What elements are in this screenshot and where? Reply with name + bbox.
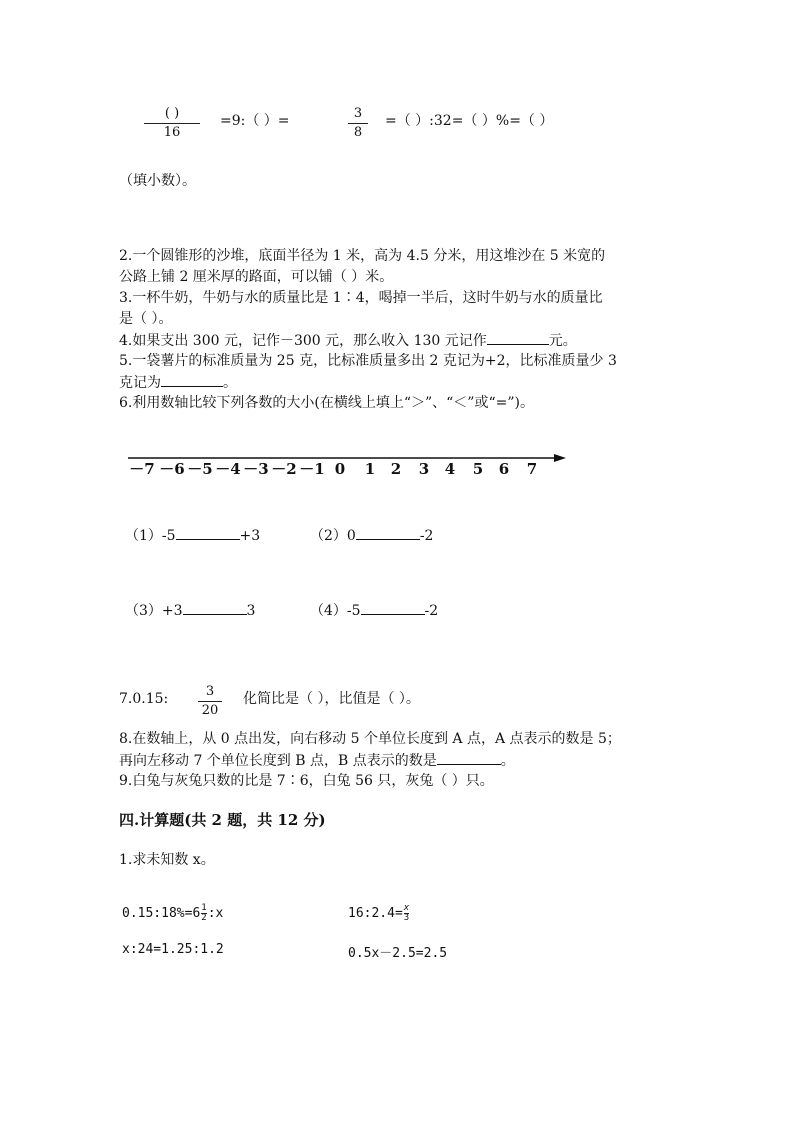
q5-line-1: 5.一袋薯片的标准质量为 25 克，比标准质量多出 2 克记为+2，比标准质量少 3 (119, 353, 617, 369)
number-line-label: 6 (498, 460, 510, 478)
mini-fraction-numerator: 1 (201, 903, 207, 913)
q4-text: 4.如果支出 300 元，记作－300 元，那么收入 130 元记作 (119, 333, 487, 349)
q4-unit: 元。 (548, 333, 577, 349)
equation-1-right: :x (207, 906, 224, 921)
answer-blank[interactable] (176, 525, 240, 540)
q5-text: 克记为 (119, 375, 161, 391)
number-line-label: 7 (526, 460, 538, 478)
q6-part-2-right: -2 (419, 528, 434, 544)
q6-part-4 (310, 600, 438, 621)
mini-fraction (404, 904, 409, 923)
number-line-label: 4 (444, 460, 456, 478)
number-line-label: －1 (299, 460, 325, 478)
number-line-label: －7 (129, 460, 155, 478)
q5-end: 。 (223, 375, 237, 391)
fraction-bar (144, 123, 200, 124)
equation-1 (122, 904, 223, 923)
calc1-title: 1.求未知数 x。 (119, 852, 215, 868)
mini-fraction (201, 904, 206, 923)
q3-line-1: 3.一杯牛奶，牛奶与水的质量比是 1∶4，喝掉一半后，这时牛奶与水的质量比 (119, 290, 603, 306)
q5-line-2 (119, 372, 237, 393)
q1-fill-decimal-note: （填小数）。 (119, 173, 196, 189)
q6-instruction: 6.利用数轴比较下列各数的大小(在横线上填上“＞”、“＜”或“=”)。 (119, 395, 534, 411)
number-line-label: 2 (390, 460, 402, 478)
q7-suffix: 化简比是（ ），比值是（ ）。 (243, 691, 420, 707)
answer-blank[interactable] (356, 525, 420, 540)
q6-part-1-right: +3 (239, 528, 261, 544)
mini-fraction-denominator: 3 (403, 913, 410, 923)
number-line-label: －2 (271, 460, 297, 478)
arrow-head-icon (554, 454, 566, 462)
q6-part-4-label: （4）-5 (310, 603, 361, 619)
fraction-denominator: 8 (353, 125, 363, 140)
q2-line-2: 公路上铺 2 厘米厚的路面，可以铺（ ）米。 (119, 269, 394, 285)
number-line-label: 3 (418, 460, 430, 478)
fraction-denominator: 20 (201, 703, 219, 718)
q8-line-2 (119, 750, 515, 771)
equation-2-left: 16:2.4= (348, 906, 403, 921)
q6-part-2 (310, 525, 433, 546)
q4-line (119, 330, 577, 351)
fraction-3-8 (348, 106, 368, 141)
number-line-label: －6 (159, 460, 185, 478)
fraction-denominator: 16 (163, 125, 181, 140)
q6-part-1 (125, 525, 260, 546)
answer-blank[interactable] (183, 600, 247, 615)
number-line-label: 5 (472, 460, 484, 478)
q2-line-1: 2.一个圆锥形的沙堆，底面半径为 1 米，高为 4.5 分米，用这堆沙在 5 米宽的 (119, 248, 606, 264)
q9-line: 9.白兔与灰兔只数的比是 7∶6，白兔 56 只，灰兔（ ）只。 (119, 773, 494, 789)
fraction-3-20 (198, 684, 222, 719)
answer-blank[interactable] (161, 372, 223, 387)
equation-1-left: 0.15:18%=6 (122, 906, 201, 921)
fraction-bar (348, 123, 368, 124)
q7-prefix: 7.0.15: (119, 691, 169, 707)
mini-fraction-numerator: x (403, 903, 410, 913)
fraction-bar (198, 701, 222, 702)
equation-4: 0.5x－2.5=2.5 (348, 946, 448, 961)
number-line-label: －4 (215, 460, 241, 478)
q8-end: 。 (500, 753, 515, 769)
fraction-numerator: 3 (205, 684, 215, 699)
q6-part-2-label: （2）0 (310, 528, 356, 544)
fraction-numerator: ( ) (164, 106, 180, 121)
q1-segment-2: =（ ）:32=（ ）%=（ ） (385, 113, 554, 129)
q8-text: 再向左移动 7 个单位长度到 B 点，B 点表示的数是 (119, 753, 437, 769)
number-line-label: －5 (187, 460, 213, 478)
q6-part-3-right: 3 (246, 603, 256, 619)
section-heading: 四.计算题(共 2 题，共 12 分) (119, 811, 326, 829)
q3-line-2: 是（ ）。 (119, 311, 173, 327)
answer-blank[interactable] (437, 750, 501, 765)
equation-2 (348, 904, 410, 923)
number-line-label: 1 (364, 460, 376, 478)
q8-line-1: 8.在数轴上，从 0 点出发，向右移动 5 个单位长度到 A 点，A 点表示的数是 5； (119, 731, 621, 747)
q6-part-1-label: （1）-5 (125, 528, 176, 544)
number-line-label: 0 (334, 460, 346, 478)
mini-fraction-denominator: 2 (201, 913, 207, 923)
q6-part-3 (125, 600, 255, 621)
answer-blank[interactable] (487, 330, 549, 345)
equation-3: x:24=1.25:1.2 (122, 942, 224, 957)
number-line-label: －3 (243, 460, 269, 478)
q6-part-4-right: -2 (424, 603, 439, 619)
q1-segment-1: =9:（ ）= (220, 113, 290, 129)
fraction-numerator: 3 (353, 106, 363, 121)
number-line (120, 448, 580, 482)
fraction-blank-over-16 (144, 106, 200, 141)
answer-blank[interactable] (361, 600, 425, 615)
q6-part-3-label: （3）+3 (125, 603, 183, 619)
